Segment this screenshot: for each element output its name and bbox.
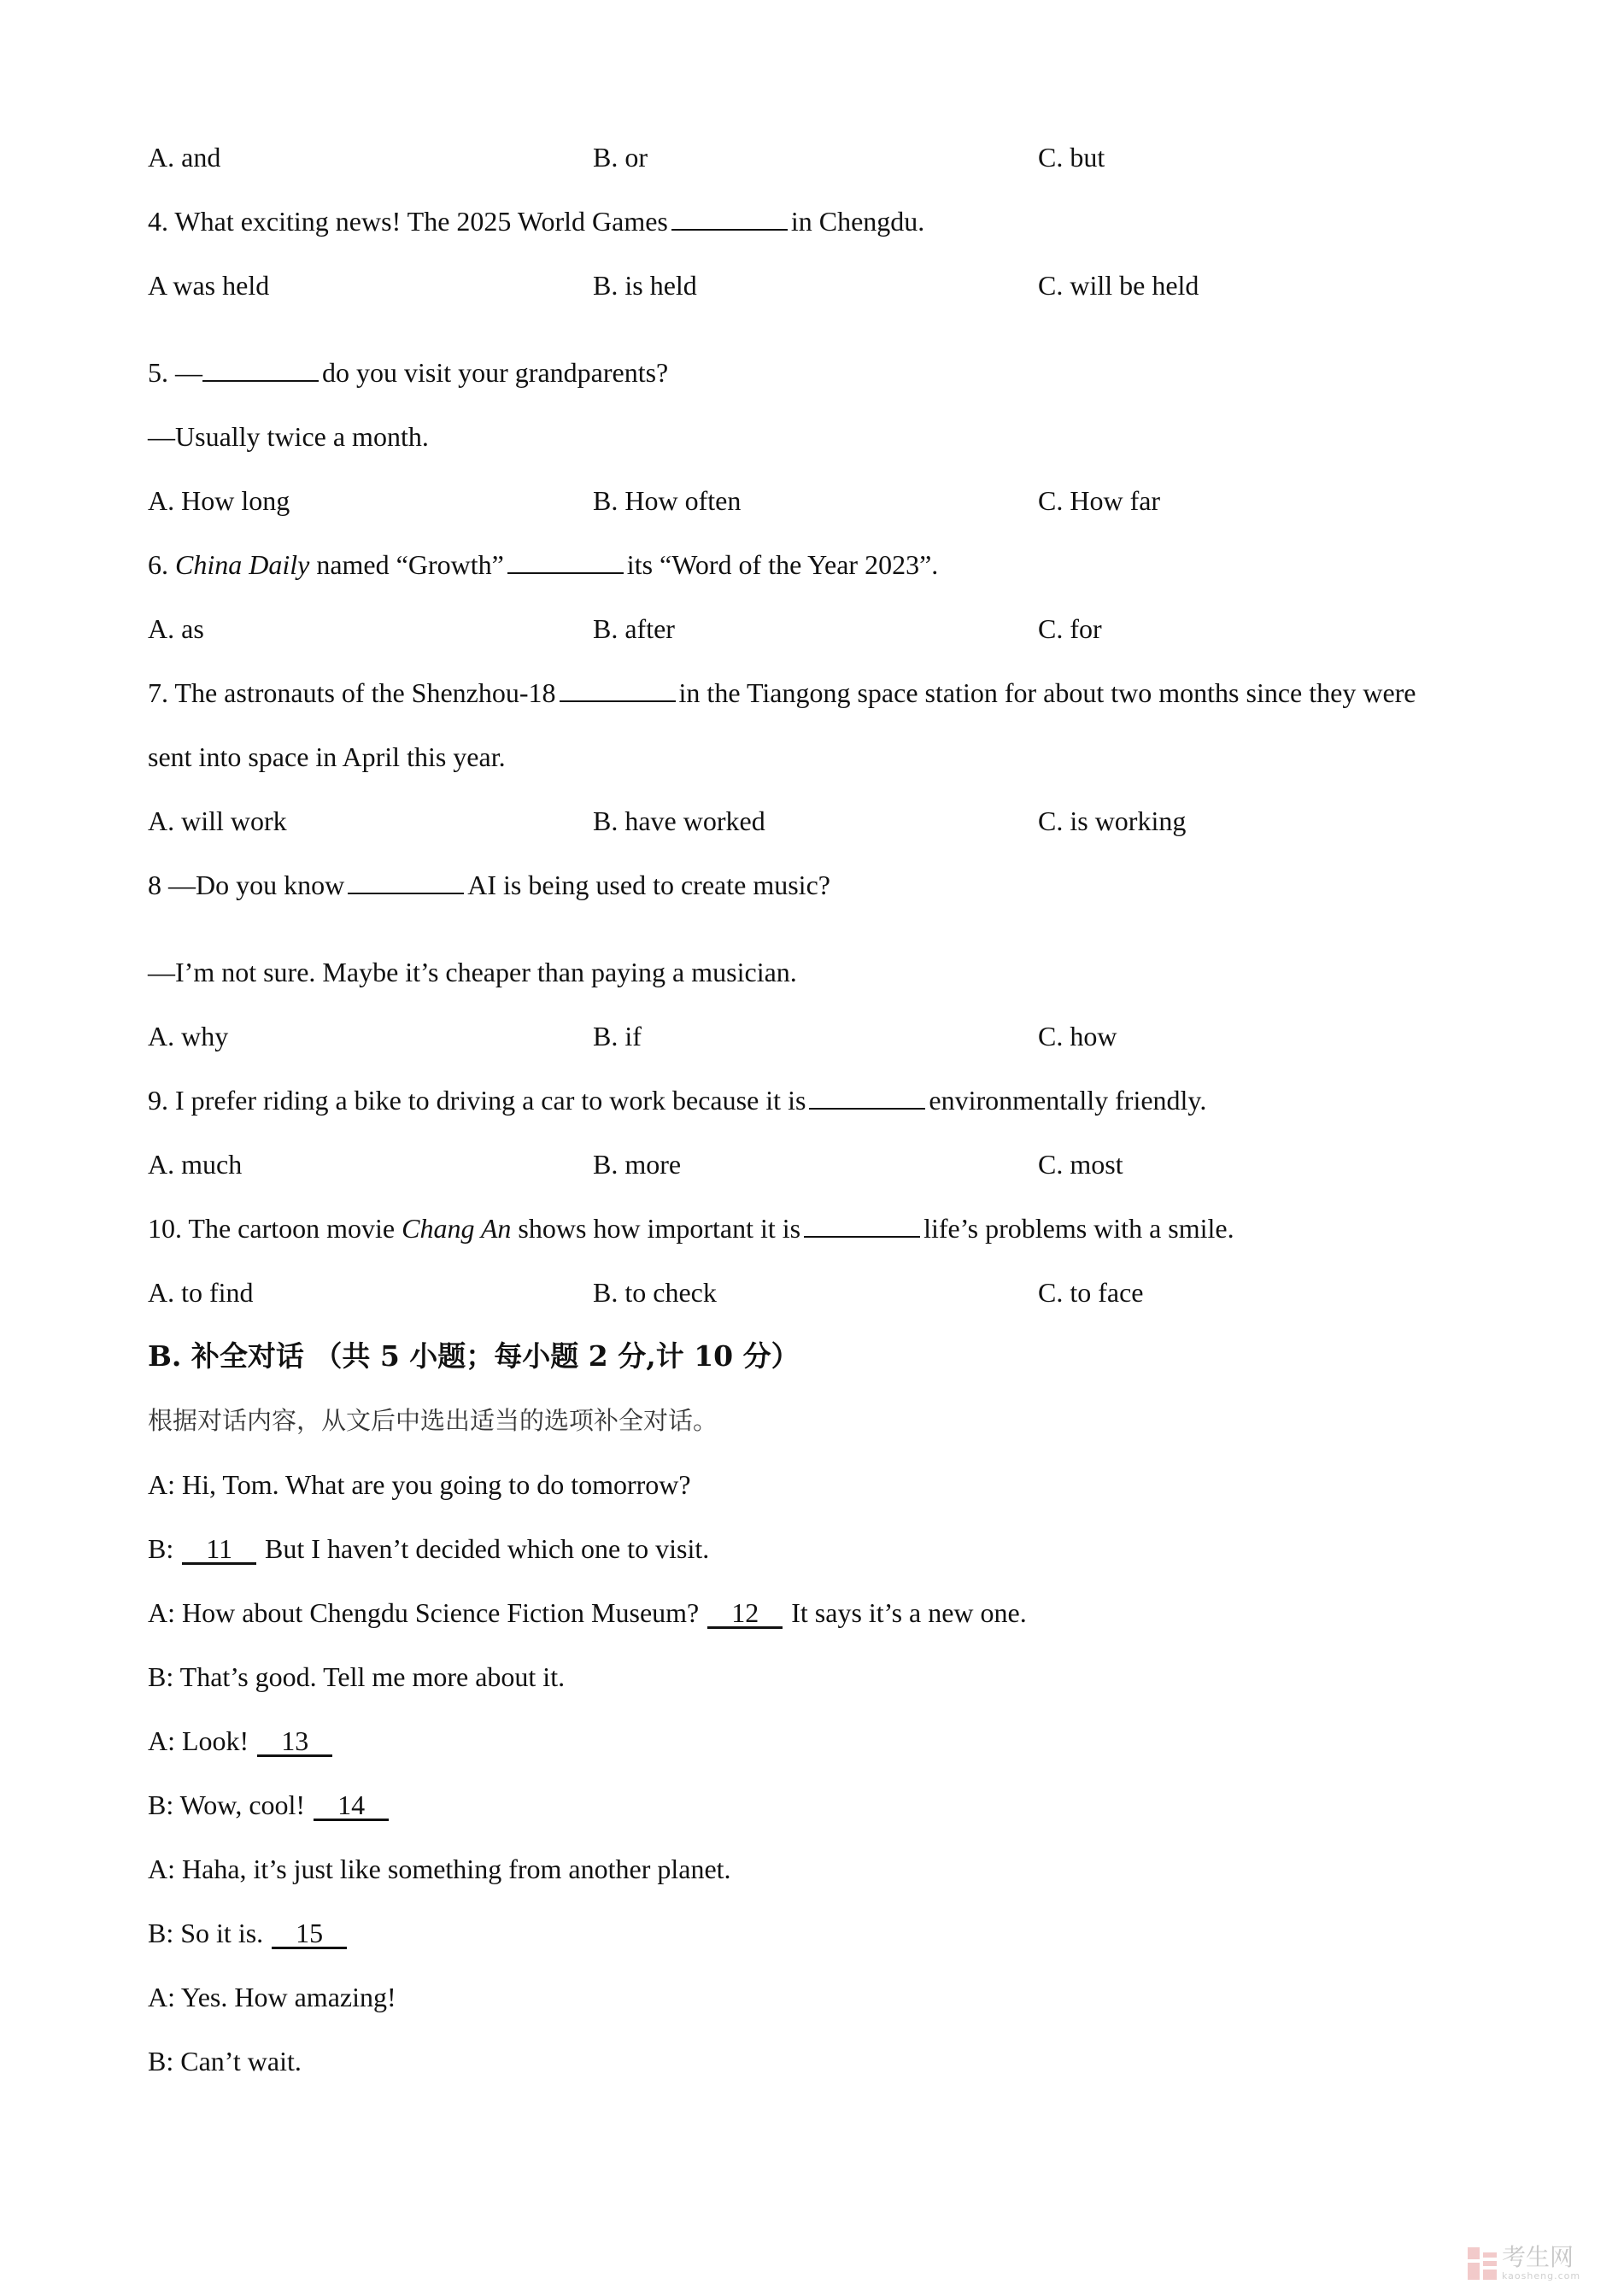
q8-option-b: B. if bbox=[593, 1021, 642, 1051]
q7-stem: 7. The astronauts of the Shenzhou-18 in the Tiangong space station for about two months since they were bbox=[148, 677, 1416, 708]
q8-reply: —I’m not sure. Maybe it’s cheaper than paying a musician. bbox=[148, 957, 797, 987]
q4-option-c: C. will be held bbox=[1038, 270, 1199, 301]
q6-options bbox=[148, 612, 1624, 646]
answer-blank bbox=[202, 357, 319, 382]
q5-reply: —Usually twice a month. bbox=[148, 421, 429, 452]
answer-blank bbox=[507, 549, 624, 574]
dialogue-line-10: B: Can’t wait. bbox=[148, 2046, 302, 2076]
q9-option-c: C. most bbox=[1038, 1149, 1123, 1180]
q10-option-c: C. to face bbox=[1038, 1277, 1144, 1308]
dialogue-line-1: A: Hi, Tom. What are you going to do tomorrow? bbox=[148, 1469, 691, 1500]
dialogue-line-4: B: That’s good. Tell me more about it. bbox=[148, 1661, 566, 1692]
answer-blank bbox=[560, 677, 676, 702]
q6-stem: 6. China Daily named “Growth” its “Word of the Year 2023”. bbox=[148, 549, 939, 580]
blank-14: 14 bbox=[314, 1791, 389, 1821]
q4-options bbox=[148, 268, 1624, 302]
dialogue-line-8: B: So it is. 15 bbox=[148, 1916, 349, 1950]
watermark-sub: kaosheng.com bbox=[1502, 2270, 1581, 2281]
q7-stem-line2: sent into space in April this year. bbox=[148, 741, 506, 772]
answer-blank bbox=[671, 206, 788, 231]
q9-option-b: B. more bbox=[593, 1149, 682, 1180]
answer-blank bbox=[804, 1213, 920, 1238]
dialogue-line-7: A: Haha, it’s just like something from another planet. bbox=[148, 1854, 731, 1884]
q10-option-a: A. to find bbox=[148, 1277, 254, 1308]
q3-option-c: C. but bbox=[1038, 142, 1105, 173]
q7-options bbox=[148, 804, 1624, 838]
dialogue-line-5: A: Look! 13 bbox=[148, 1724, 334, 1758]
q10-options bbox=[148, 1275, 1624, 1309]
q3-option-b: B. or bbox=[593, 142, 648, 173]
q10-stem: 10. The cartoon movie Chang An shows how important it is life’s problems with a smile. bbox=[148, 1213, 1234, 1244]
q4-option-a: A was held bbox=[148, 270, 270, 301]
q7-option-b: B. have worked bbox=[593, 805, 765, 836]
kaosheng-logo-icon bbox=[1468, 2247, 1497, 2280]
q9-options bbox=[148, 1147, 1624, 1181]
watermark-logo bbox=[1468, 2245, 1580, 2281]
section-b-instruction: 根据对话内容，从文后中选出适当的选项补全对话。 bbox=[148, 1406, 718, 1435]
q5-stem: 5. — do you visit your grandparents? bbox=[148, 357, 669, 388]
answer-blank bbox=[348, 870, 464, 894]
dialogue-line-6: B: Wow, cool! 14 bbox=[148, 1788, 390, 1822]
q9-stem: 9. I prefer riding a bike to driving a car to work because it is environmentally friendly. bbox=[148, 1085, 1207, 1116]
blank-15: 15 bbox=[272, 1919, 347, 1949]
q6-option-c: C. for bbox=[1038, 613, 1102, 644]
dialogue-line-2: B: 11 But I haven’t decided which one to visit. bbox=[148, 1533, 710, 1564]
dialogue-line-3: A: How about Chengdu Science Fiction Museum? 12 It says it’s a new one. bbox=[148, 1597, 1027, 1628]
q5-option-c: C. How far bbox=[1038, 485, 1161, 516]
q6-option-a: A. as bbox=[148, 613, 204, 644]
q10-option-b: B. to check bbox=[593, 1277, 717, 1308]
q5-option-a: A. How long bbox=[148, 485, 290, 516]
q4-option-b: B. is held bbox=[593, 270, 697, 301]
q3-options bbox=[148, 140, 1624, 174]
q8-options bbox=[148, 1019, 1624, 1053]
q8-stem: 8 —Do you know AI is being used to create music? bbox=[148, 870, 830, 900]
q5-options bbox=[148, 483, 1624, 518]
q6-option-b: B. after bbox=[593, 613, 675, 644]
q9-option-a: A. much bbox=[148, 1149, 243, 1180]
watermark-name: 考生网 bbox=[1502, 2243, 1574, 2271]
q4-stem: 4. What exciting news! The 2025 World Games in Chengdu. bbox=[148, 206, 925, 237]
q3-option-a: A. and bbox=[148, 142, 221, 173]
q8-option-c: C. how bbox=[1038, 1021, 1117, 1051]
section-b-heading: B. 补全对话 （共 5 小题；每小题 2 分,计 10 分） bbox=[148, 1339, 800, 1373]
answer-blank bbox=[809, 1085, 925, 1110]
q8-option-a: A. why bbox=[148, 1021, 229, 1051]
blank-11: 11 bbox=[182, 1535, 256, 1565]
q7-option-c: C. is working bbox=[1038, 805, 1187, 836]
q7-option-a: A. will work bbox=[148, 805, 287, 836]
q5-option-b: B. How often bbox=[593, 485, 742, 516]
dialogue-line-9: A: Yes. How amazing! bbox=[148, 1982, 396, 2012]
blank-13: 13 bbox=[257, 1727, 332, 1757]
blank-12: 12 bbox=[707, 1599, 783, 1629]
